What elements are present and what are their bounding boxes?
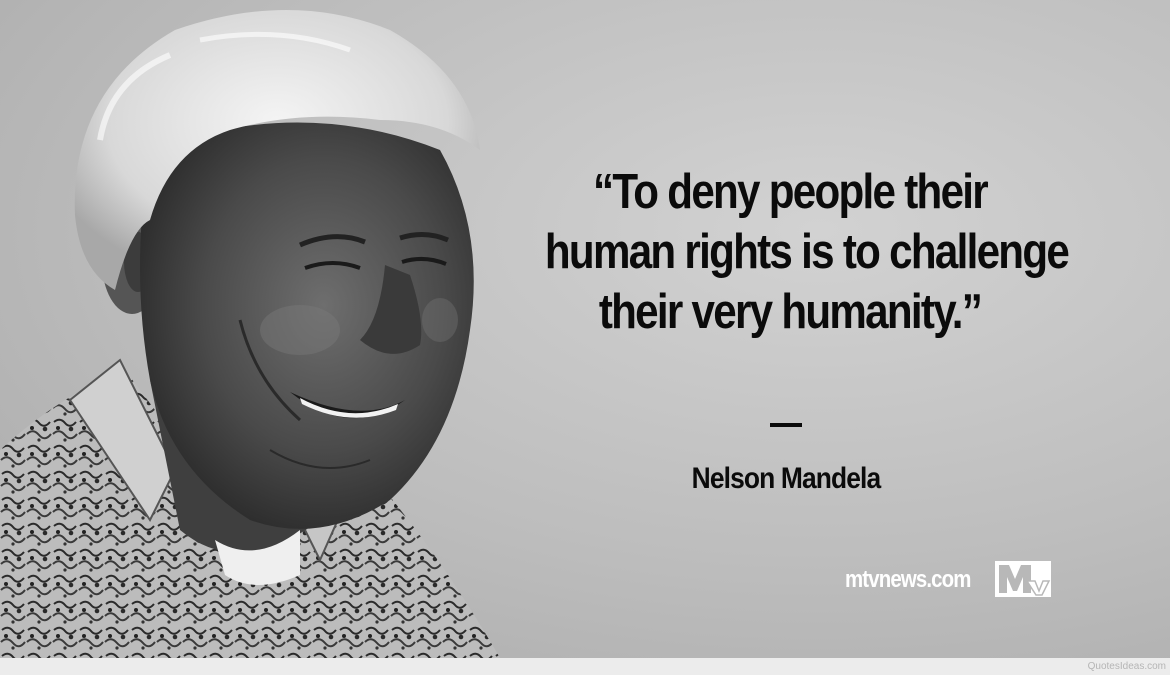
mtv-logo-icon bbox=[995, 561, 1051, 597]
quote-line: their very humanity.” bbox=[598, 285, 982, 339]
portrait-photo bbox=[0, 0, 520, 658]
quote-line: “To deny people their bbox=[593, 165, 987, 219]
brand-site-text: mtvnews.com bbox=[845, 566, 971, 593]
watermark-text: QuotesIdeas.com bbox=[1087, 661, 1166, 672]
quote-line: human rights is to challenge bbox=[544, 225, 1069, 279]
footer-bar bbox=[0, 658, 1170, 675]
quote-text bbox=[544, 162, 1069, 342]
attribution-dash bbox=[770, 423, 802, 427]
quote-author: Nelson Mandela bbox=[691, 462, 881, 495]
